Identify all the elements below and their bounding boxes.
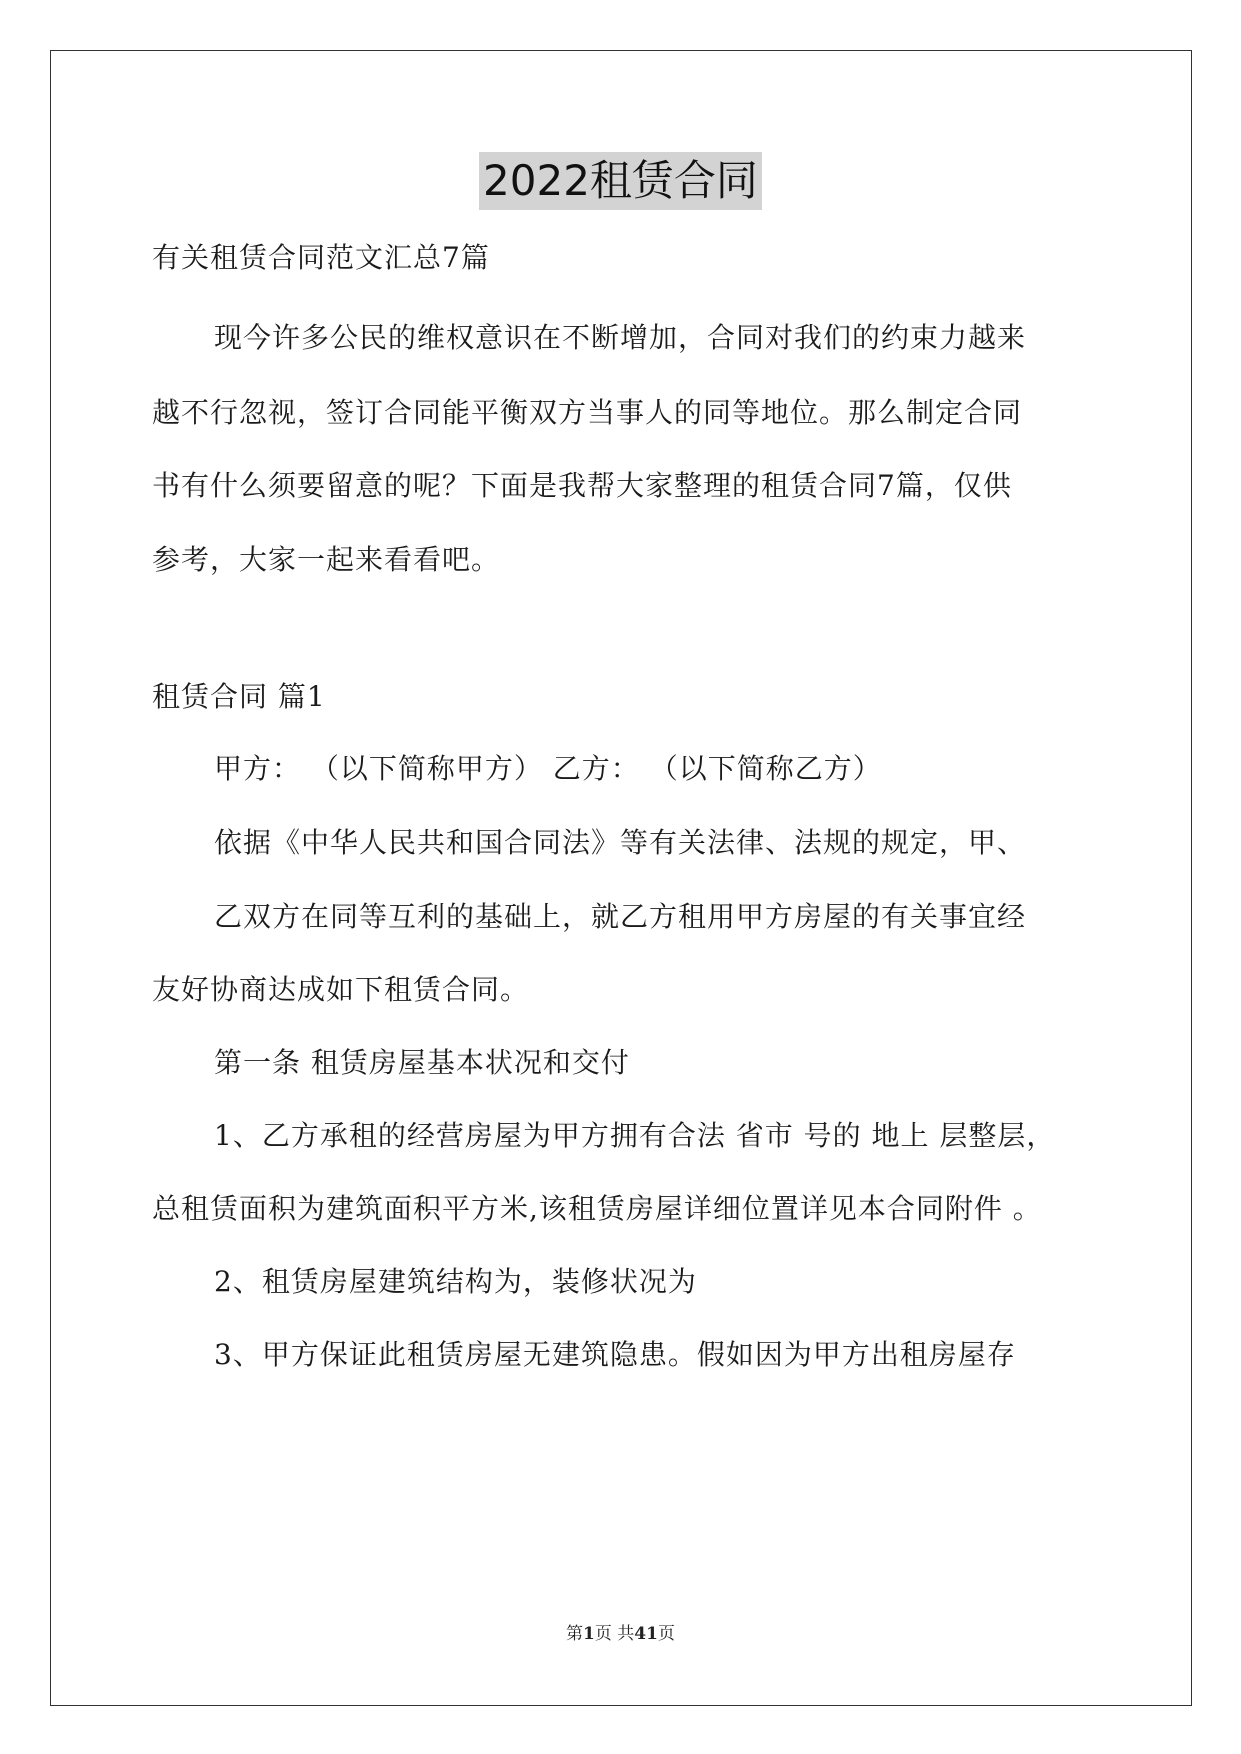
paragraph-line: 依据《中华人民共和国合同法》等有关法律、法规的规定，甲、 [214,826,1027,859]
subtitle-line: 有关租赁合同范文汇总7篇 [152,241,490,274]
footer-prefix: 第 [566,1624,584,1644]
paragraph-line: 友好协商达成如下租赁合同。 [152,973,530,1006]
paragraph-line: 总租赁面积为建筑面积平方米,该租赁房屋详细位置详见本合同附件 。 [152,1192,1042,1225]
footer-page-number: 1 [583,1624,595,1644]
page-footer [0,1619,1241,1644]
paragraph-line: 参考，大家一起来看看吧。 [152,543,501,576]
footer-middle: 页 共 [594,1624,635,1644]
paragraph-line: 乙双方在同等互利的基础上，就乙方租用甲方房屋的有关事宜经 [214,900,1027,933]
page-border [50,50,1192,1706]
footer-total-pages: 41 [634,1624,658,1644]
section-heading: 租赁合同 篇1 [152,680,326,713]
title-container [0,152,1241,210]
paragraph-line: 3、甲方保证此租赁房屋无建筑隐患。假如因为甲方出租房屋存 [214,1338,1016,1371]
paragraph-line: 书有什么须要留意的呢？下面是我帮大家整理的租赁合同7篇，仅供 [152,469,1012,502]
article-heading: 第一条 租赁房屋基本状况和交付 [214,1046,630,1079]
paragraph-line: 2、租赁房屋建筑结构为，装修状况为 [214,1265,697,1298]
document-title: 2022租赁合同 [479,152,762,210]
paragraph-line: 1、乙方承租的经营房屋为甲方拥有合法 省市 号的 地上 层整层， [214,1119,1056,1152]
paragraph-line: 甲方： （以下简称甲方） 乙方： （以下简称乙方） [214,752,882,785]
paragraph-line: 越不行忽视，签订合同能平衡双方当事人的同等地位。那么制定合同 [152,396,1023,429]
paragraph-line: 现今许多公民的维权意识在不断增加，合同对我们的约束力越来 [214,321,1027,354]
footer-suffix: 页 [657,1624,675,1644]
